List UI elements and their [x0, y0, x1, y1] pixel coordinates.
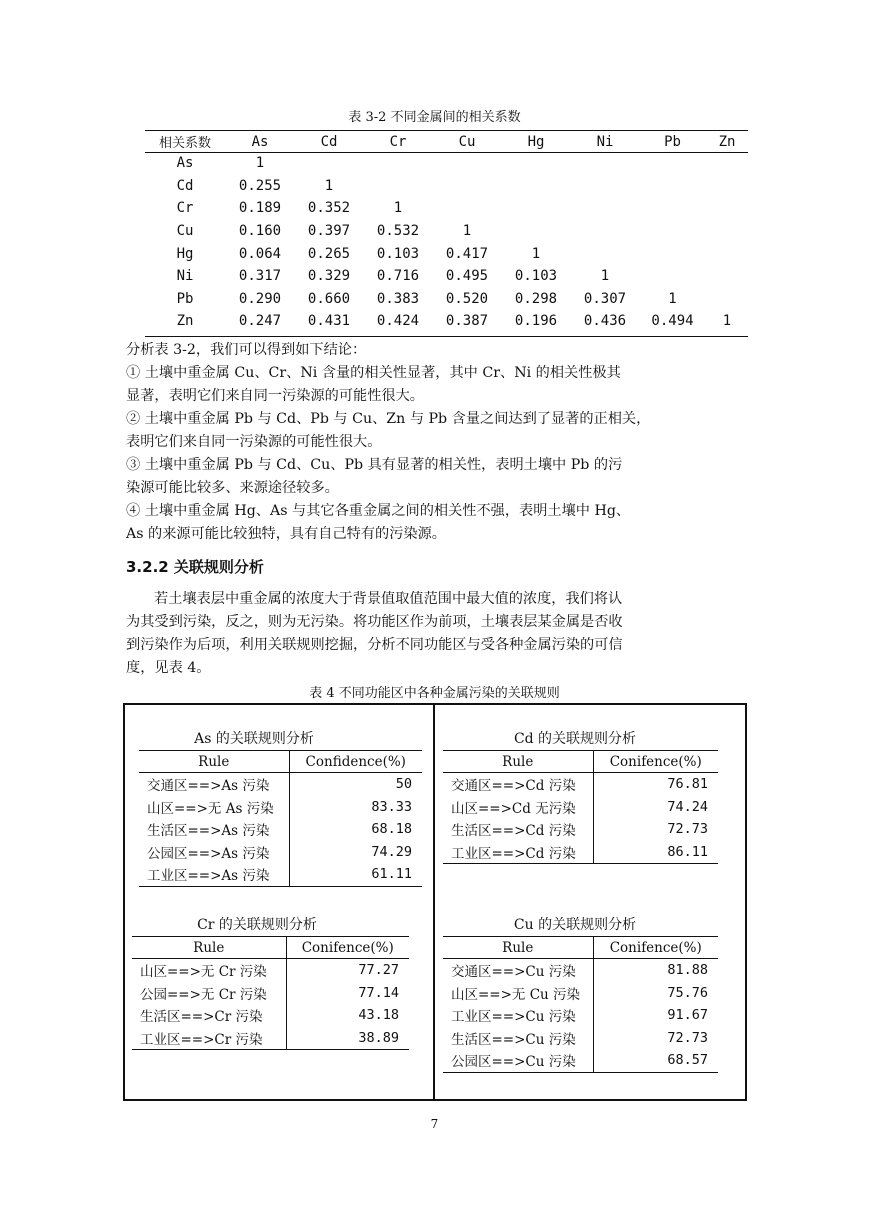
confidence-cell: 72.73	[667, 821, 708, 838]
rule-column-header: Rule	[139, 751, 289, 773]
confidence-cell: 43.18	[358, 1007, 399, 1024]
table-row	[145, 310, 748, 333]
table-row	[139, 863, 422, 886]
confidence-cell: 75.76	[667, 984, 708, 1001]
confidence-cell: 72.73	[667, 1029, 708, 1046]
table-cell	[571, 242, 639, 265]
analysis-point-2-cont: 表明它们来自同一污染源的可能性很大。	[126, 434, 382, 450]
table-cell	[433, 197, 501, 220]
table-cell: 0.247	[238, 313, 282, 330]
table-row	[443, 1049, 718, 1072]
table-row	[443, 1027, 718, 1050]
table-cell: 0.387	[445, 313, 489, 330]
confidence-cell: 86.11	[593, 841, 718, 864]
table-cell: 0.064	[238, 245, 282, 262]
table-cell: 0.660	[307, 290, 351, 307]
table-cell: 1	[255, 155, 265, 172]
table-cell	[571, 152, 639, 175]
table-cell: Hg	[176, 245, 194, 262]
table-cell: 0.417	[445, 245, 489, 262]
section-paragraph-line: 到污染作为后项，利用关联规则挖掘，分析不同功能区与受各种金属污染的可信	[126, 637, 623, 653]
table-cell: 0.520	[445, 290, 489, 307]
table-cell: 0.196	[514, 313, 558, 330]
table-cell	[639, 197, 706, 220]
header-cell: Cr	[389, 133, 407, 150]
table-cell: 0.103	[514, 268, 558, 285]
table-row	[443, 796, 718, 819]
confidence-cell: 68.18	[371, 821, 412, 838]
table-bottom-rule	[145, 336, 748, 337]
rule-cell: 山区==>无 As 污染	[139, 796, 289, 819]
section-paragraph-line: 度，见表 4。	[126, 660, 211, 676]
rule-column-header: Rule	[443, 751, 593, 773]
table-cell	[706, 175, 748, 198]
confidence-cell: 81.88	[667, 962, 708, 979]
table-cell: Pb	[176, 290, 194, 307]
rule-cell: 山区==>无 Cu 污染	[443, 982, 593, 1005]
rule-cell: 公园==>无 Cr 污染	[132, 982, 286, 1005]
table-cell: 0.160	[238, 223, 282, 240]
table-cell: 0.495	[445, 268, 489, 285]
correlation-header-row	[145, 131, 748, 152]
cr-rules-title: Cr 的关联规则分析	[197, 917, 317, 933]
table-cell: 0.352	[307, 200, 351, 217]
confidence-cell: 83.33	[371, 798, 412, 815]
rule-column-header: Rule	[132, 937, 286, 959]
rule-cell: 工业区==>Cr 污染	[132, 1027, 286, 1050]
table-cell: Zn	[176, 313, 194, 330]
page-number: 7	[430, 1117, 439, 1131]
confidence-cell: 91.67	[667, 1007, 708, 1024]
header-cell: Pb	[664, 133, 681, 150]
table-row	[145, 197, 748, 220]
confidence-cell: 77.27	[358, 962, 399, 979]
rule-cell: 山区==>无 Cr 污染	[132, 959, 286, 982]
table-cell	[363, 152, 433, 175]
table-row	[145, 152, 748, 175]
table-cell	[571, 197, 639, 220]
rule-cell: 生活区==>Cu 污染	[443, 1027, 593, 1050]
table-cell	[433, 152, 501, 175]
table-cell	[571, 175, 639, 198]
table-cell	[571, 220, 639, 243]
confidence-cell: 38.89	[286, 1027, 409, 1050]
table-row	[139, 818, 422, 841]
analysis-point-2: ② 土壤中重金属 Pb 与 Cd、Pb 与 Cu、Zn 与 Pb 含量之间达到了显著的正相关，	[126, 411, 651, 427]
confidence-column-header: Conifence(%)	[593, 751, 718, 773]
confidence-cell: 74.29	[371, 843, 412, 860]
table-4-divider	[433, 703, 435, 1099]
confidence-column-header: Conifence(%)	[593, 937, 718, 959]
section-heading: 3.2.2 关联规则分析	[126, 558, 264, 576]
rule-column-header: Rule	[443, 937, 593, 959]
header-cell: Cd	[320, 133, 338, 150]
analysis-point-1: ① 土壤中重金属 Cu、Cr、Ni 含量的相关性显著，其中 Cr、Ni 的相关性极其	[126, 365, 621, 381]
table-cell: As	[176, 155, 194, 172]
table-cell: 1	[324, 177, 334, 194]
header-cell: 相关系数	[158, 136, 211, 151]
table-cell: 0.317	[238, 268, 282, 285]
table-cell	[639, 152, 706, 175]
table-cell	[706, 242, 748, 265]
table-cell: Cr	[176, 200, 194, 217]
table-row	[443, 773, 718, 796]
table-row	[132, 982, 409, 1005]
confidence-column-header: Confidence(%)	[289, 751, 422, 773]
cd-rules-title: Cd 的关联规则分析	[513, 731, 637, 747]
confidence-cell: 77.14	[358, 984, 399, 1001]
table-4-caption: 表 4 不同功能区中各种金属污染的关联规则	[309, 686, 560, 701]
rule-cell: 公园区==>Cu 污染	[443, 1049, 593, 1072]
table-row	[145, 220, 748, 243]
table-row	[145, 242, 748, 265]
confidence-column-header: Conifence(%)	[286, 937, 409, 959]
analysis-intro: 分析表 3-2，我们可以得到如下结论：	[126, 342, 367, 358]
table-cell: 1	[668, 290, 677, 307]
table-cell: 0.532	[376, 223, 420, 240]
table-cell: 0.265	[307, 245, 351, 262]
analysis-point-1-cont: 显著，表明它们来自同一污染源的可能性很大。	[126, 388, 424, 404]
table-cell: 1	[393, 200, 403, 217]
confidence-cell: 74.24	[667, 798, 708, 815]
correlation-table	[145, 131, 748, 333]
analysis-point-4: ④ 土壤中重金属 Hg、As 与其它各重金属之间的相关性不强，表明土壤中 Hg、	[126, 503, 631, 519]
rule-cell: 山区==>Cd 无污染	[443, 796, 593, 819]
table-cell: 1	[462, 223, 472, 240]
header-cell: Hg	[527, 133, 545, 150]
as-rules-title: As 的关联规则分析	[194, 731, 314, 747]
table-cell: Cd	[176, 177, 194, 194]
table-cell	[706, 288, 748, 311]
table-cell	[433, 175, 501, 198]
header-cell: Zn	[718, 133, 736, 150]
table-cell: 0.307	[583, 290, 627, 307]
table-cell: 1	[531, 245, 541, 262]
confidence-cell: 50	[395, 776, 412, 793]
table-row	[443, 982, 718, 1005]
table-cell: 0.494	[651, 313, 694, 330]
analysis-paragraph	[126, 339, 740, 546]
table-cell: 0.436	[583, 313, 627, 330]
table-cell: 0.716	[376, 268, 420, 285]
table-row	[145, 175, 748, 198]
confidence-cell: 68.57	[593, 1049, 718, 1072]
rule-cell: 公园区==>As 污染	[139, 841, 289, 864]
rule-cell: 交通区==>As 污染	[139, 773, 289, 796]
table-row	[443, 1004, 718, 1027]
as-rules-table	[139, 750, 422, 887]
table-cell	[639, 220, 706, 243]
table-cell: 0.290	[238, 290, 282, 307]
table-cell: 0.103	[376, 245, 420, 262]
table-cell: 0.431	[307, 313, 351, 330]
table-cell: 0.255	[238, 177, 282, 194]
rule-cell: 工业区==>Cu 污染	[443, 1004, 593, 1027]
table-cell	[363, 175, 433, 198]
analysis-point-4-cont: As 的来源可能比较独特，具有自己特有的污染源。	[126, 526, 446, 542]
table-row	[132, 1027, 409, 1050]
analysis-point-3: ③ 土壤中重金属 Pb 与 Cd、Cu、Pb 具有显著的相关性，表明土壤中 Pb 的污	[126, 457, 623, 473]
table-cell	[706, 265, 748, 288]
table-cell: Ni	[176, 268, 194, 285]
table-cell	[639, 175, 706, 198]
rule-cell: 生活区==>Cr 污染	[132, 1004, 286, 1027]
table-cell	[295, 152, 363, 175]
table-row	[443, 818, 718, 841]
rule-cell: 交通区==>Cd 污染	[443, 773, 593, 796]
table-row	[139, 773, 422, 796]
table-row	[132, 1004, 409, 1027]
table-cell	[706, 197, 748, 220]
rule-cell: 生活区==>Cd 污染	[443, 818, 593, 841]
cu-rules-table	[443, 936, 718, 1073]
table-cell	[501, 220, 571, 243]
section-paragraph-line: 若土壤表层中重金属的浓度大于背景值取值范围中最大值的浓度，我们将认	[154, 591, 623, 607]
confidence-cell: 76.81	[667, 776, 708, 793]
table-row	[443, 959, 718, 982]
rule-cell: 工业区==>Cd 污染	[443, 841, 593, 864]
table-cell	[639, 265, 706, 288]
table-row	[132, 959, 409, 982]
section-paragraph-line: 为其受到污染，反之，则为无污染。将功能区作为前项，土壤表层某金属是否收	[126, 614, 623, 630]
section-paragraph	[126, 588, 740, 680]
table-cell: 1	[600, 268, 610, 285]
rule-cell: 工业区==>As 污染	[139, 863, 289, 886]
table-cell	[706, 152, 748, 175]
cd-rules-table	[443, 750, 718, 864]
table-row	[443, 841, 718, 864]
table-cell	[501, 152, 571, 175]
table-cell: 0.298	[514, 290, 558, 307]
table-cell	[706, 220, 748, 243]
table-cell: 0.189	[238, 200, 282, 217]
table-cell: 1	[722, 313, 732, 330]
header-cell: Ni	[596, 133, 614, 150]
table-cell: 0.424	[376, 313, 420, 330]
table-row	[139, 841, 422, 864]
analysis-point-3-cont: 染源可能比较多、来源途径较多。	[126, 480, 339, 496]
table-row	[145, 265, 748, 288]
confidence-cell: 61.11	[289, 863, 422, 886]
rule-cell: 生活区==>As 污染	[139, 818, 289, 841]
table-cell: Cu	[176, 223, 194, 240]
cu-rules-title: Cu 的关联规则分析	[513, 917, 637, 933]
table-cell: 0.329	[307, 268, 351, 285]
header-cell: Cu	[458, 133, 476, 150]
rule-cell: 交通区==>Cu 污染	[443, 959, 593, 982]
table-cell: 0.397	[307, 223, 351, 240]
table-3-2-caption: 表 3-2 不同金属间的相关系数	[348, 110, 521, 125]
cr-rules-table	[132, 936, 409, 1050]
table-cell	[639, 242, 706, 265]
table-cell	[501, 197, 571, 220]
table-cell: 0.383	[376, 290, 420, 307]
table-cell	[501, 175, 571, 198]
table-row	[139, 796, 422, 819]
header-cell: As	[251, 133, 269, 150]
table-row	[145, 288, 748, 311]
